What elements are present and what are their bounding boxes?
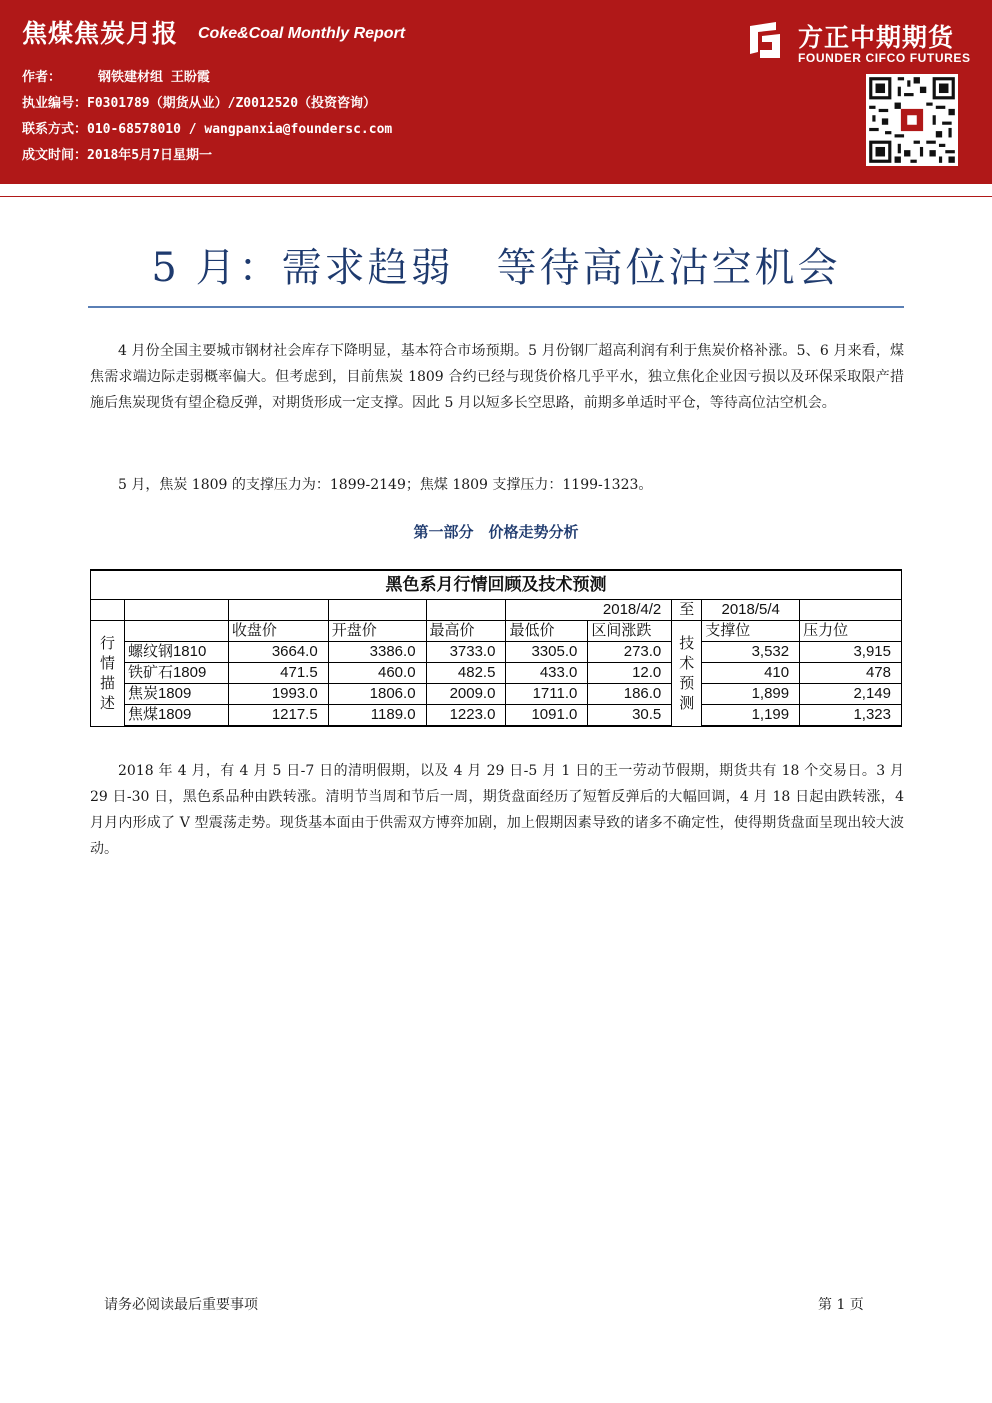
page-title: 5 月：需求趋弱 等待高位沽空机会 xyxy=(151,245,841,291)
date-to: 2018/5/4 xyxy=(702,600,800,621)
table-row xyxy=(91,705,902,727)
close-price: 3664.0 xyxy=(228,642,328,663)
technical-forecast-label: 技 术 预 测 xyxy=(672,621,702,727)
range-change: 12.0 xyxy=(588,663,672,684)
support-level: 1,899 xyxy=(702,684,800,705)
open-price: 460.0 xyxy=(328,663,426,684)
market-review-table xyxy=(90,569,902,727)
low-price: 3305.0 xyxy=(506,642,588,663)
header-open: 开盘价 xyxy=(328,621,426,642)
contract-name: 焦煤1809 xyxy=(124,705,228,727)
header-change: 区间涨跌 xyxy=(588,621,672,642)
author-row xyxy=(22,66,210,85)
contract-name: 螺纹钢1810 xyxy=(124,642,228,663)
resistance-level: 3,915 xyxy=(800,642,902,663)
high-price: 2009.0 xyxy=(426,684,506,705)
header-resistance: 压力位 xyxy=(800,621,902,642)
high-price: 1223.0 xyxy=(426,705,506,727)
logo-name-cn: 方正中期期货 xyxy=(798,23,955,52)
support-level: 1,199 xyxy=(702,705,800,727)
date-row: 成文时间：2018年5月7日星期一 xyxy=(22,148,212,163)
header-support: 支撑位 xyxy=(702,621,800,642)
date-separator: 至 xyxy=(672,600,702,621)
support-level: 410 xyxy=(702,663,800,684)
low-price: 433.0 xyxy=(506,663,588,684)
title-divider xyxy=(88,306,904,308)
header-low: 最低价 xyxy=(506,621,588,642)
founder-logo-icon xyxy=(746,20,782,60)
contract-name: 铁矿石1809 xyxy=(124,663,228,684)
qr-code-icon xyxy=(866,74,958,166)
close-price: 471.5 xyxy=(228,663,328,684)
author-label: 作者： xyxy=(22,70,62,85)
date-from: 2018/4/2 xyxy=(506,600,672,621)
footer-notice: 请务必阅读最后重要事项 xyxy=(104,1297,258,1313)
range-change: 30.5 xyxy=(588,705,672,727)
support-level: 3,532 xyxy=(702,642,800,663)
table-row xyxy=(91,684,902,705)
table-caption: 黑色系月行情回顾及技术预测 xyxy=(91,570,902,600)
report-title-cn: 焦煤焦炭月报 xyxy=(22,19,179,48)
company-logo xyxy=(746,18,978,68)
market-description-label: 行 情 描 述 xyxy=(91,621,125,727)
open-price: 1806.0 xyxy=(328,684,426,705)
resistance-level: 478 xyxy=(800,663,902,684)
high-price: 482.5 xyxy=(426,663,506,684)
open-price: 1189.0 xyxy=(328,705,426,727)
summary-paragraph: 4 月份全国主要城市钢材社会库存下降明显，基本符合市场预期。5 月份钢厂超高利润有利于焦炭价格补涨。5、6 月来看，煤焦需求端边际走弱概率偏大。但考虑到，目前焦炭 1809 合约已经与现货价格几乎平水，独立焦化企业因亏损以及环保采取限产措施后焦炭现货有望企稳反弹，对期货形成一定支撑。因此 5 月以短多长空思路，前期多单适时平仓，等待高位沽空机会。 xyxy=(90,343,904,411)
report-title-en: Coke&Coal Monthly Report xyxy=(198,25,406,42)
resistance-level: 2,149 xyxy=(800,684,902,705)
high-price: 3733.0 xyxy=(426,642,506,663)
april-review-paragraph: 2018 年 4 月，有 4 月 5 日-7 日的清明假期，以及 4 月 29 日-5 月 1 日的王一劳动节假期，期货共有 18 个交易日。3 月 29 日-30 日，黑色系品种由跌转涨。清明节当周和节后一周，期货盘面经历了短暂反弹后的大幅回调，4 月 18 日起由跌转涨，4 月月内形成了 V 型震荡走势。现货基本面由于供需双方博弈加剧，加上假期因素导致的诸多不确定性，使得期货盘面呈现出较大波动。 xyxy=(90,763,904,857)
low-price: 1711.0 xyxy=(506,684,588,705)
range-change: 186.0 xyxy=(588,684,672,705)
license-row: 执业编号：F0301789（期货从业）/Z0012520（投资咨询） xyxy=(22,96,377,111)
close-price: 1993.0 xyxy=(228,684,328,705)
contract-name: 焦炭1809 xyxy=(124,684,228,705)
logo-name-en: FOUNDER CIFCO FUTURES xyxy=(798,51,971,65)
resistance-level: 1,323 xyxy=(800,705,902,727)
header-close: 收盘价 xyxy=(228,621,328,642)
header-divider xyxy=(0,184,992,197)
low-price: 1091.0 xyxy=(506,705,588,727)
header-high: 最高价 xyxy=(426,621,506,642)
section-heading: 第一部分 价格走势分析 xyxy=(413,523,579,541)
open-price: 3386.0 xyxy=(328,642,426,663)
support-resistance-paragraph: 5 月，焦炭 1809 的支撑压力为：1899-2149；焦煤 1809 支撑压力：1199-1323。 xyxy=(118,477,653,493)
table-row xyxy=(91,663,902,684)
report-header xyxy=(0,0,992,184)
table-row xyxy=(91,642,902,663)
close-price: 1217.5 xyxy=(228,705,328,727)
author-value: 钢铁建材组 王盼霞 xyxy=(98,70,210,85)
range-change: 273.0 xyxy=(588,642,672,663)
page-number: 第 1 页 xyxy=(818,1297,864,1313)
contact-row: 联系方式：010-68578010 / wangpanxia@foundersc.com xyxy=(22,122,393,137)
